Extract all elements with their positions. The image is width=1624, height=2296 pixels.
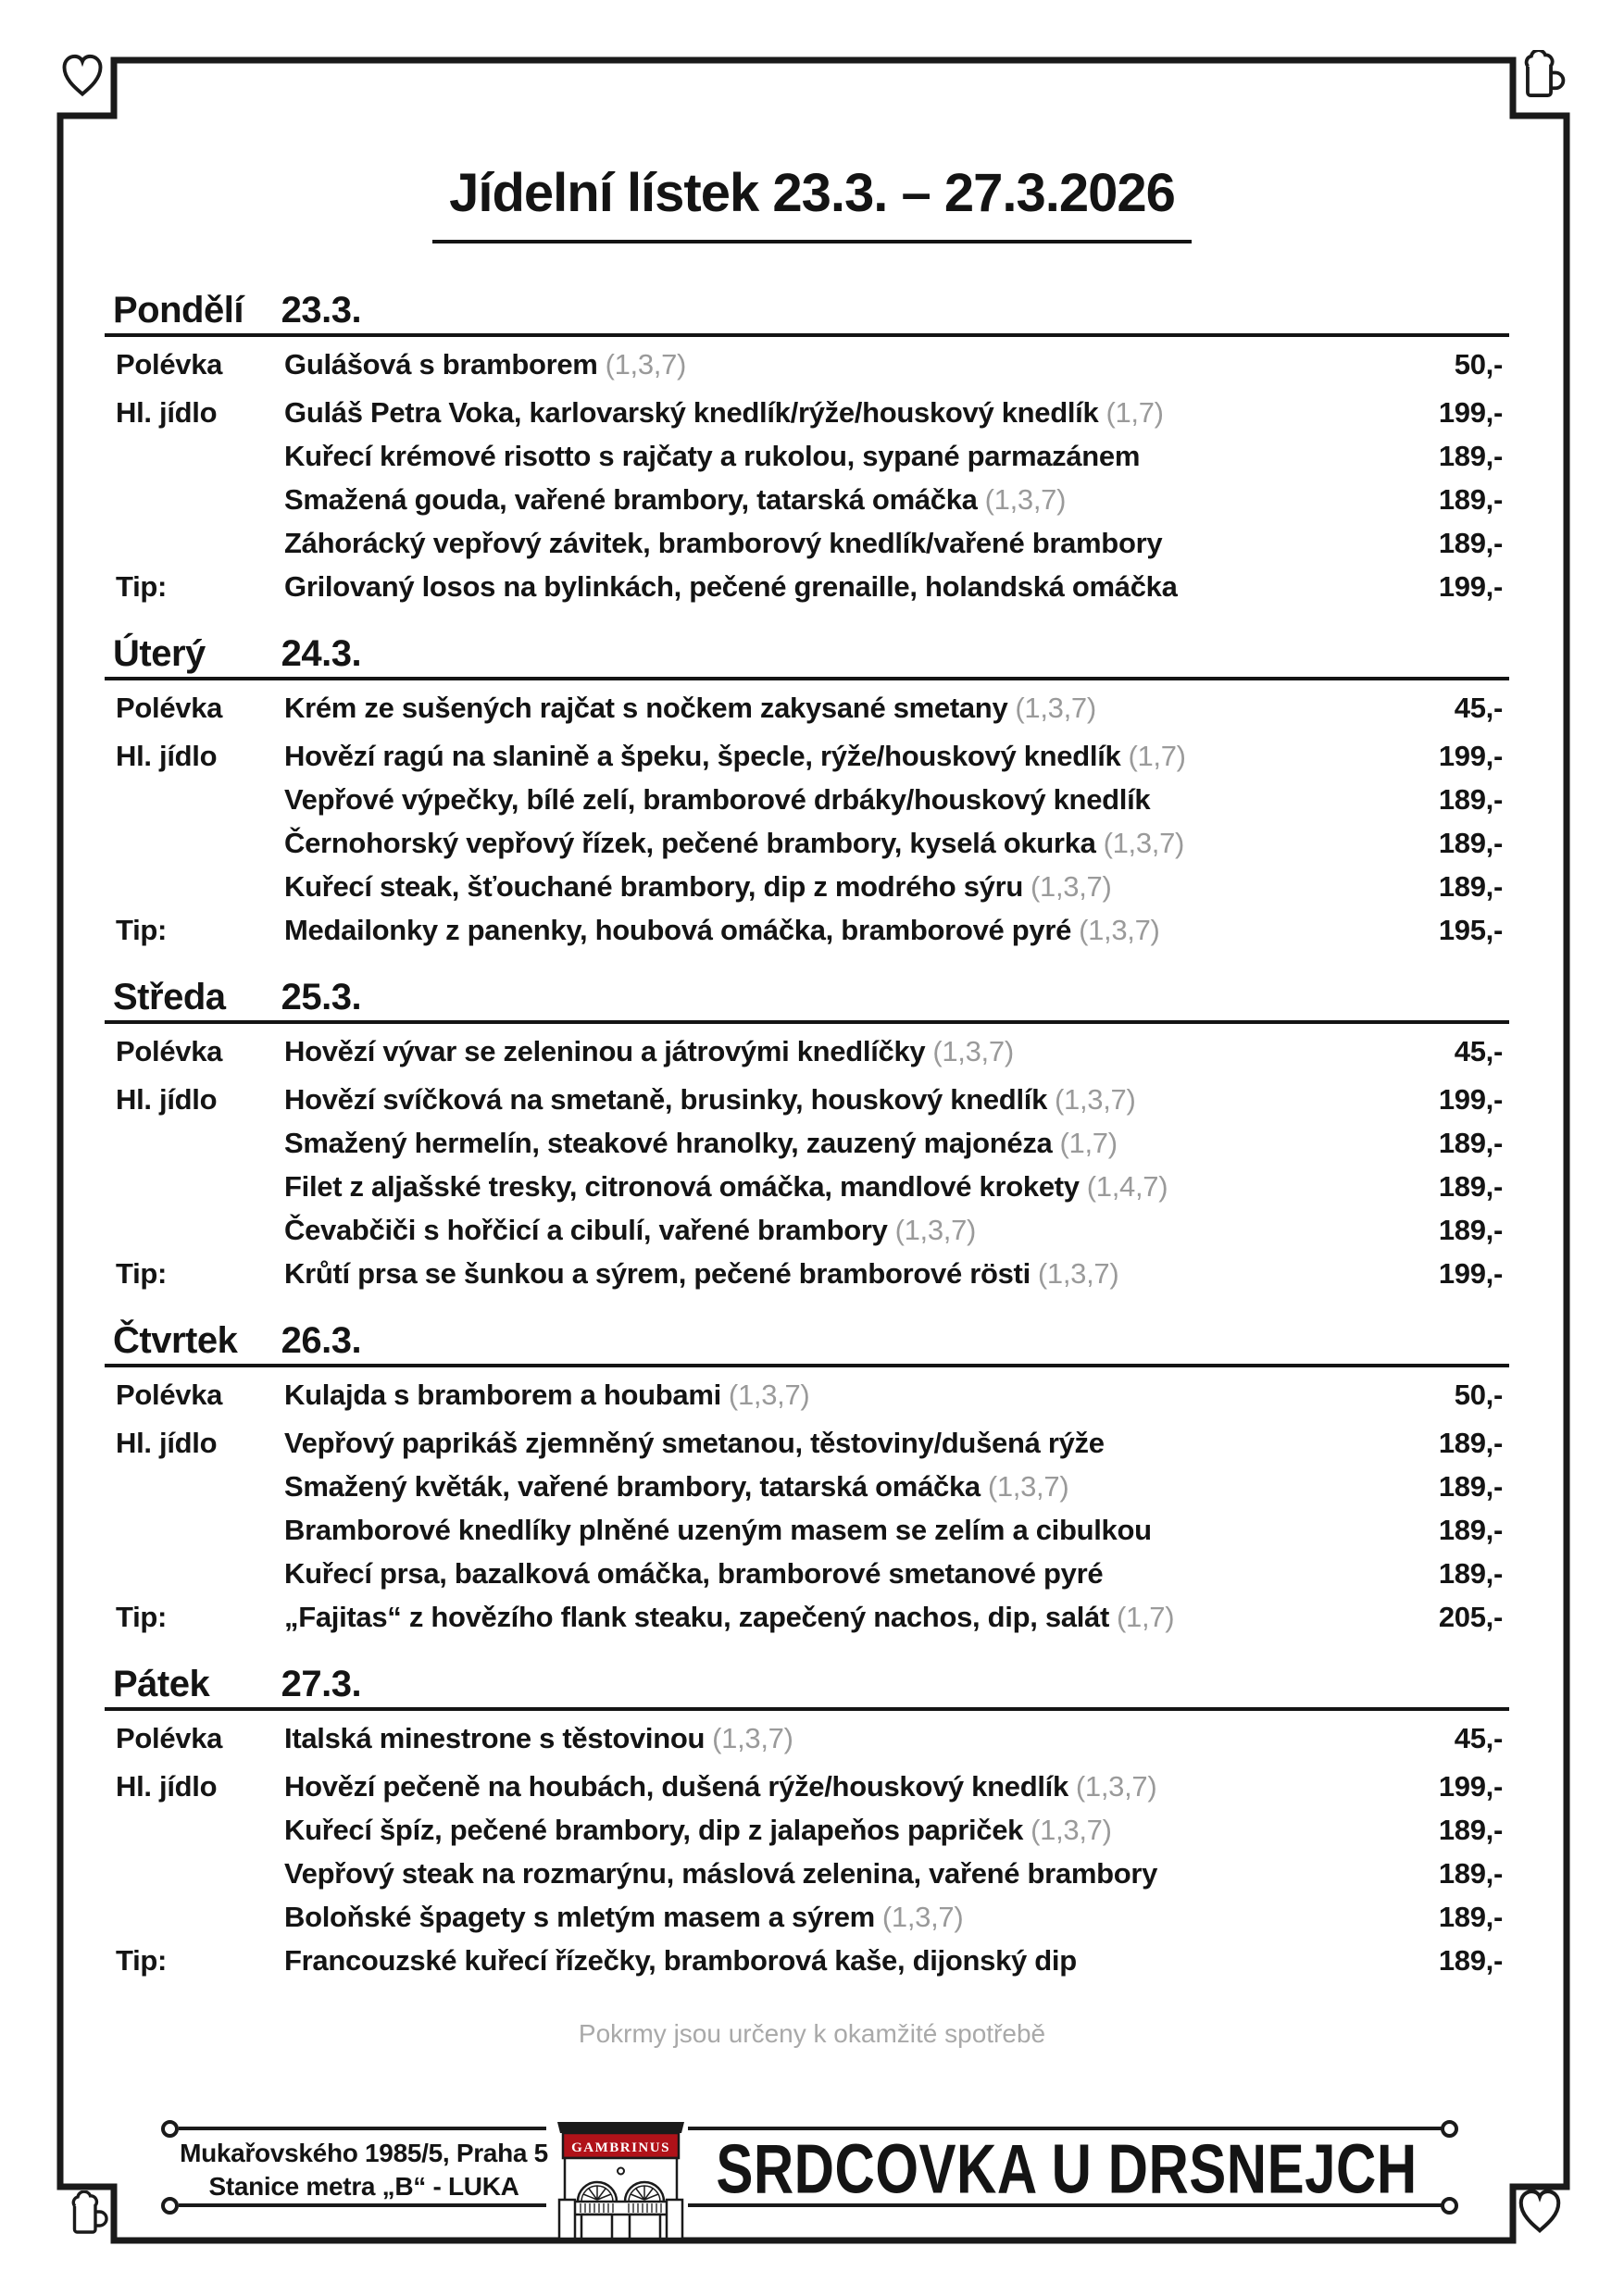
dish-name <box>284 1465 1392 1508</box>
price: 45,- <box>1454 692 1503 724</box>
dish-name <box>284 1852 1392 1895</box>
price: 199,- <box>1438 740 1503 772</box>
dish-name <box>284 565 1392 608</box>
allergen-codes: (1,7) <box>1117 1601 1175 1633</box>
menu-row <box>105 686 1509 730</box>
menu-row <box>105 778 1509 821</box>
allergen-codes: (1,3,7) <box>1031 870 1112 903</box>
dish-name <box>284 1595 1392 1639</box>
allergen-codes: (1,3,7) <box>712 1722 793 1754</box>
dish-text: Francouzské kuřecí řízečky, bramborová kaše, dijonský dip <box>284 1944 1077 1977</box>
day-rows <box>105 686 1509 952</box>
dish-name <box>284 1895 1392 1939</box>
dish-text: Filet z aljašské tresky, citronová omáčka, mandlové krokety <box>284 1170 1080 1203</box>
dish-text: Hovězí svíčková na smetaně, brusinky, houskový knedlík <box>284 1083 1048 1116</box>
price: 199,- <box>1438 1083 1503 1116</box>
menu-row <box>105 521 1509 565</box>
price: 195,- <box>1438 914 1503 946</box>
allergen-codes: (1,3,7) <box>728 1379 810 1411</box>
allergen-codes <box>1105 1427 1112 1459</box>
menu-row <box>105 1508 1509 1552</box>
dish-text: Záhorácký vepřový závitek, bramborový knedlík/vařené brambory <box>284 527 1163 559</box>
line-end-dot <box>161 2120 179 2138</box>
dish-text: Kulajda s bramborem a houbami <box>284 1379 721 1411</box>
allergen-codes: (1,3,7) <box>932 1035 1014 1067</box>
price: 189,- <box>1438 870 1503 903</box>
day-name: Pondělí <box>113 290 244 331</box>
dish-text: Vepřový steak na rozmarýnu, máslová zelenina, vařené brambory <box>284 1857 1158 1890</box>
dish-name <box>284 478 1392 521</box>
dish-text: Černohorský vepřový řízek, pečené brambory, kyselá okurka <box>284 827 1096 859</box>
menu-row <box>105 1208 1509 1252</box>
menu-row <box>105 1808 1509 1852</box>
price: 189,- <box>1438 1470 1503 1503</box>
allergen-codes: (1,3,7) <box>881 1901 964 1933</box>
course-label: Hl. jídlo <box>116 1770 218 1803</box>
dish-name <box>284 343 1392 386</box>
menu-row <box>105 1373 1509 1416</box>
dish-text: „Fajitas“ z hovězího flank steaku, zapečený nachos, dip, salát <box>284 1601 1110 1633</box>
price: 189,- <box>1438 1944 1503 1977</box>
dish-name <box>284 778 1392 821</box>
header <box>0 119 1624 280</box>
menu-row <box>105 865 1509 908</box>
price: 189,- <box>1438 1170 1503 1203</box>
day-divider <box>105 1707 1509 1711</box>
course-label: Tip: <box>116 1601 168 1633</box>
allergen-codes <box>1077 1944 1084 1977</box>
dish-text: Hovězí vývar se zeleninou a játrovými knedlíčky <box>284 1035 926 1067</box>
price: 189,- <box>1438 1127 1503 1159</box>
dish-name <box>284 1121 1392 1165</box>
allergen-codes: (1,3,7) <box>987 1470 1069 1503</box>
day-divider <box>105 333 1509 337</box>
price: 199,- <box>1438 1770 1503 1803</box>
line-end-dot <box>161 2197 179 2215</box>
dish-name <box>284 908 1392 952</box>
footer-divider-line <box>179 2127 546 2130</box>
beer-mug-icon <box>63 2190 111 2240</box>
dish-text: Kuřecí krémové risotto s rajčaty a rukolou, sypané parmazánem <box>284 440 1141 472</box>
dish-name <box>284 1078 1392 1121</box>
menu-row <box>105 478 1509 521</box>
allergen-codes: (1,3,7) <box>1079 914 1160 946</box>
menu-row <box>105 1895 1509 1939</box>
menu-row <box>105 1029 1509 1073</box>
course-label: Polévka <box>116 1035 223 1067</box>
course-label: Polévka <box>116 1379 223 1411</box>
allergen-codes: (1,4,7) <box>1086 1170 1168 1203</box>
menu-row <box>105 1465 1509 1508</box>
menu-row <box>105 1939 1509 1982</box>
allergen-codes: (1,7) <box>1059 1127 1118 1159</box>
course-label: Tip: <box>116 1257 168 1290</box>
price: 199,- <box>1438 396 1503 429</box>
allergen-codes: (1,3,7) <box>1031 1814 1112 1846</box>
allergen-codes: (1,3,7) <box>984 483 1067 516</box>
dish-name <box>284 1029 1392 1073</box>
day-rows <box>105 1029 1509 1295</box>
dish-name <box>284 1165 1392 1208</box>
day-date: 24.3. <box>281 633 362 674</box>
dish-name <box>284 1373 1392 1416</box>
price: 189,- <box>1438 483 1503 516</box>
allergen-codes: (1,3,7) <box>1103 827 1185 859</box>
allergen-codes: (1,3,7) <box>1015 692 1096 724</box>
dish-name <box>284 434 1392 478</box>
dish-name <box>284 734 1392 778</box>
price: 189,- <box>1438 1901 1503 1933</box>
menu-row <box>105 565 1509 608</box>
dish-name <box>284 1765 1392 1808</box>
allergen-codes <box>1103 1557 1110 1590</box>
day-name: Úterý <box>113 633 206 674</box>
menu-row <box>105 1078 1509 1121</box>
price: 45,- <box>1454 1722 1503 1754</box>
menu-row <box>105 1252 1509 1295</box>
price: 189,- <box>1438 827 1503 859</box>
price: 189,- <box>1438 1857 1503 1890</box>
day-name: Čtvrtek <box>113 1320 238 1361</box>
price: 189,- <box>1438 1814 1503 1846</box>
price: 189,- <box>1438 1214 1503 1246</box>
course-label: Tip: <box>116 914 168 946</box>
dish-name <box>284 1421 1392 1465</box>
course-label: Polévka <box>116 1722 223 1754</box>
price: 189,- <box>1438 1514 1503 1546</box>
day-name: Pátek <box>113 1664 210 1704</box>
menu-row <box>105 734 1509 778</box>
allergen-codes: (1,3,7) <box>1037 1257 1119 1290</box>
course-label: Hl. jídlo <box>116 396 218 429</box>
price: 205,- <box>1438 1601 1503 1633</box>
dish-text: Hovězí ragú na slanině a špeku, špecle, rýže/houskový knedlík <box>284 740 1121 772</box>
menu-row <box>105 434 1509 478</box>
allergen-codes <box>1162 527 1169 559</box>
dish-text: Vepřový paprikáš zjemněný smetanou, těstoviny/dušená rýže <box>284 1427 1105 1459</box>
dish-text: Bramborové knedlíky plněné uzeným masem se zelím a cibulkou <box>284 1514 1152 1546</box>
dish-text: Smažená gouda, vařené brambory, tatarská omáčka <box>284 483 978 516</box>
dish-name <box>284 1552 1392 1595</box>
day-header <box>105 289 1509 331</box>
dish-name <box>284 1208 1392 1252</box>
day-header <box>105 632 1509 675</box>
course-label: Polévka <box>116 692 223 724</box>
dish-text: Krůtí prsa se šunkou a sýrem, pečené bramborové rösti <box>284 1257 1031 1290</box>
dish-text: Kuřecí prsa, bazalková omáčka, bramborové smetanové pyré <box>284 1557 1104 1590</box>
dish-name <box>284 686 1392 730</box>
menu-row <box>105 1595 1509 1639</box>
dish-text: Kuřecí špíz, pečené brambory, dip z jalapeňos papriček <box>284 1814 1024 1846</box>
dish-text: Smažený květák, vařené brambory, tatarská omáčka <box>284 1470 981 1503</box>
allergen-codes: (1,3,7) <box>1055 1083 1136 1116</box>
footer-address <box>179 2137 549 2203</box>
footer-divider-line <box>179 2203 546 2207</box>
allergen-codes: (1,3,7) <box>605 348 687 381</box>
dish-name <box>284 1716 1392 1760</box>
dish-name <box>284 821 1392 865</box>
day-header <box>105 976 1509 1018</box>
dish-name <box>284 1508 1392 1552</box>
day-section <box>105 976 1509 1295</box>
dish-text: Italská minestrone s těstovinou <box>284 1722 706 1754</box>
dish-text: Gulášová s bramborem <box>284 348 598 381</box>
day-header <box>105 1319 1509 1362</box>
course-label: Polévka <box>116 348 223 381</box>
price: 189,- <box>1438 1557 1503 1590</box>
menu-row <box>105 343 1509 386</box>
price: 50,- <box>1454 1379 1503 1411</box>
dish-text: Kuřecí steak, šťouchané brambory, dip z modrého sýru <box>284 870 1023 903</box>
allergen-codes: (1,3,7) <box>1075 1770 1157 1803</box>
allergen-codes <box>1140 440 1147 472</box>
menu-row <box>105 1552 1509 1595</box>
price: 199,- <box>1438 570 1503 603</box>
page-title: Jídelní lístek 23.3. – 27.3.2026 <box>432 155 1192 243</box>
day-date: 27.3. <box>281 1664 362 1704</box>
course-label: Hl. jídlo <box>116 740 218 772</box>
allergen-codes <box>1152 1514 1159 1546</box>
day-section <box>105 289 1509 608</box>
dish-text: Grilovaný losos na bylinkách, pečené grenaille, holandská omáčka <box>284 570 1178 603</box>
day-divider <box>105 677 1509 680</box>
day-name: Středa <box>113 977 226 1017</box>
day-divider <box>105 1020 1509 1024</box>
allergen-codes: (1,3,7) <box>894 1214 977 1246</box>
dish-name <box>284 391 1392 434</box>
gambrinus-logo <box>554 2118 688 2240</box>
dish-name <box>284 1808 1392 1852</box>
dish-text: Guláš Petra Voka, karlovarský knedlík/rýže/houskový knedlík <box>284 396 1099 429</box>
menu-row <box>105 821 1509 865</box>
dish-text: Medailonky z panenky, houbová omáčka, bramborové pyré <box>284 914 1072 946</box>
menu-row <box>105 908 1509 952</box>
dish-text: Vepřové výpečky, bílé zelí, bramborové drbáky/houskový knedlík <box>284 783 1151 816</box>
restaurant-name: SRDCOVKA U DRSNEJCH <box>716 2129 1418 2207</box>
heart-icon <box>58 52 106 100</box>
price: 189,- <box>1438 527 1503 559</box>
course-label: Hl. jídlo <box>116 1427 218 1459</box>
day-date: 23.3. <box>281 290 362 331</box>
dish-name <box>284 521 1392 565</box>
menu-row <box>105 391 1509 434</box>
dish-text: Boloňské špagety s mletým masem a sýrem <box>284 1901 875 1933</box>
day-section <box>105 1663 1509 1982</box>
price: 50,- <box>1454 348 1503 381</box>
day-date: 26.3. <box>281 1320 362 1361</box>
menu-row <box>105 1121 1509 1165</box>
day-rows <box>105 1716 1509 1982</box>
menu-row <box>105 1765 1509 1808</box>
menu-row <box>105 1421 1509 1465</box>
day-rows <box>105 343 1509 608</box>
price: 189,- <box>1438 783 1503 816</box>
day-date: 25.3. <box>281 977 362 1017</box>
menu-row <box>105 1852 1509 1895</box>
heart-icon <box>1515 2187 1565 2237</box>
day-section <box>105 1319 1509 1639</box>
allergen-codes: (1,7) <box>1106 396 1164 429</box>
beer-mug-icon <box>1515 50 1568 104</box>
day-section <box>105 632 1509 952</box>
price: 189,- <box>1438 1427 1503 1459</box>
day-divider <box>105 1364 1509 1367</box>
price: 45,- <box>1454 1035 1503 1067</box>
day-rows <box>105 1373 1509 1639</box>
address-line1: Mukařovského 1985/5, Praha 5 <box>180 2139 548 2167</box>
allergen-codes <box>1178 570 1185 603</box>
dish-text: Smažený hermelín, steakové hranolky, zauzený majonéza <box>284 1127 1053 1159</box>
price: 199,- <box>1438 1257 1503 1290</box>
allergen-codes <box>1157 1857 1165 1890</box>
address-line2: Stanice metra „B“ - LUKA <box>208 2172 519 2201</box>
course-label: Hl. jídlo <box>116 1083 218 1116</box>
allergen-codes <box>1150 783 1157 816</box>
dish-name <box>284 865 1392 908</box>
gambrinus-logo-text: GAMBRINUS <box>571 2140 670 2155</box>
allergen-codes: (1,7) <box>1128 740 1186 772</box>
price: 189,- <box>1438 440 1503 472</box>
menu-days <box>105 289 1509 2006</box>
dish-text: Krém ze sušených rajčat s nočkem zakysané smetany <box>284 692 1008 724</box>
menu-row <box>105 1716 1509 1760</box>
dish-text: Čevabčiči s hořčicí a cibulí, vařené brambory <box>284 1214 888 1246</box>
dish-name <box>284 1252 1392 1295</box>
day-header <box>105 1663 1509 1705</box>
course-label: Tip: <box>116 570 168 603</box>
course-label: Tip: <box>116 1944 168 1977</box>
dish-name <box>284 1939 1392 1982</box>
consumption-note: Pokrmy jsou určeny k okamžité spotřebě <box>578 2019 1046 2048</box>
dish-text: Hovězí pečeně na houbách, dušená rýže/houskový knedlík <box>284 1770 1068 1803</box>
menu-row <box>105 1165 1509 1208</box>
